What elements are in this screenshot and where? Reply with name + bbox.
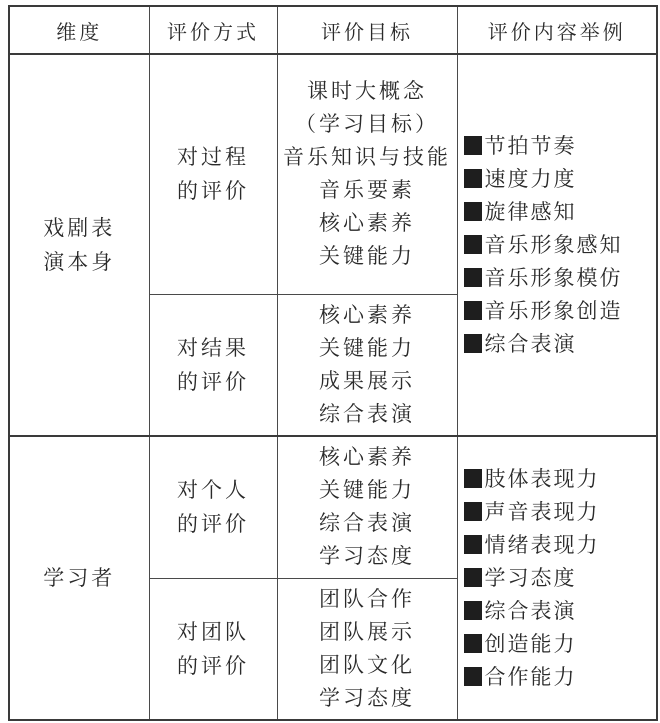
square-bullet-icon <box>464 535 482 554</box>
goal-item: 综合表演 <box>319 511 415 536</box>
goal-item: 学习态度 <box>319 685 415 710</box>
square-bullet-icon <box>464 136 482 155</box>
example-text: 合作能力 <box>484 664 577 689</box>
method-line: 对过程 <box>177 145 249 170</box>
square-bullet-icon <box>464 169 482 188</box>
goal-cell <box>277 436 457 578</box>
square-bullet-icon <box>464 502 482 521</box>
example-text: 情绪表现力 <box>484 532 600 557</box>
method-line: 的评价 <box>177 512 249 537</box>
example-text: 综合表演 <box>484 598 577 623</box>
square-bullet-icon <box>464 634 482 653</box>
header-examples: 评价内容举例 <box>457 6 657 54</box>
square-bullet-icon <box>464 568 482 587</box>
example-item <box>464 661 657 694</box>
example-text: 音乐形象感知 <box>484 232 623 257</box>
goal-item: 课时大概念 <box>307 79 427 104</box>
goal-item: 核心素养 <box>319 211 415 236</box>
goal-item: 团队展示 <box>319 619 415 644</box>
goal-item: （学习目标） <box>295 112 439 137</box>
goal-item: 关键能力 <box>319 244 415 269</box>
example-text: 音乐形象创造 <box>484 298 623 323</box>
example-text: 旋律感知 <box>484 199 577 224</box>
example-item <box>464 196 657 229</box>
example-item <box>464 262 657 295</box>
method-cell <box>149 436 277 578</box>
evaluation-table <box>8 5 658 721</box>
example-item <box>464 496 657 529</box>
table-row <box>9 436 657 578</box>
square-bullet-icon <box>464 469 482 488</box>
method-line: 对结果 <box>177 335 249 360</box>
example-item <box>464 529 657 562</box>
goal-item: 成果展示 <box>319 368 415 393</box>
example-text: 学习态度 <box>484 565 577 590</box>
goal-item: 音乐要素 <box>319 178 415 203</box>
method-line: 的评价 <box>177 179 249 204</box>
dimension-cell <box>9 54 149 436</box>
table-header <box>9 6 657 54</box>
goal-cell <box>277 578 457 720</box>
goal-item: 学习态度 <box>319 544 415 569</box>
goal-item: 关键能力 <box>319 335 415 360</box>
goal-cell <box>277 54 457 294</box>
goal-item: 团队文化 <box>319 652 415 677</box>
goal-cell <box>277 294 457 436</box>
table-row <box>9 54 657 294</box>
square-bullet-icon <box>464 667 482 686</box>
header-dimension: 维度 <box>9 6 149 54</box>
example-text: 速度力度 <box>484 166 577 191</box>
method-line: 的评价 <box>177 653 249 678</box>
square-bullet-icon <box>464 301 482 320</box>
goal-item: 核心素养 <box>319 302 415 327</box>
method-line: 的评价 <box>177 369 249 394</box>
method-line: 对团队 <box>177 619 249 644</box>
method-line: 对个人 <box>177 478 249 503</box>
square-bullet-icon <box>464 268 482 287</box>
square-bullet-icon <box>464 202 482 221</box>
example-item <box>464 562 657 595</box>
example-text: 肢体表现力 <box>484 466 600 491</box>
header-method: 评价方式 <box>149 6 277 54</box>
dimension-cell <box>9 436 149 720</box>
example-text: 声音表现力 <box>484 499 600 524</box>
example-text: 综合表演 <box>484 331 577 356</box>
dimension-line: 戏剧表 <box>43 216 116 240</box>
example-item <box>464 595 657 628</box>
example-item <box>464 628 657 661</box>
example-item <box>464 463 657 496</box>
square-bullet-icon <box>464 334 482 353</box>
square-bullet-icon <box>464 601 482 620</box>
examples-cell <box>457 436 657 720</box>
dimension-line: 学习者 <box>43 566 116 590</box>
example-item <box>464 130 657 163</box>
square-bullet-icon <box>464 235 482 254</box>
goal-item: 关键能力 <box>319 478 415 503</box>
goal-item: 团队合作 <box>319 586 415 611</box>
method-cell <box>149 54 277 294</box>
example-item <box>464 163 657 196</box>
dimension-line: 演本身 <box>43 250 116 274</box>
method-cell <box>149 294 277 436</box>
header-goal: 评价目标 <box>277 6 457 54</box>
example-item <box>464 328 657 361</box>
goal-item: 核心素养 <box>319 445 415 470</box>
example-item <box>464 295 657 328</box>
example-item <box>464 229 657 262</box>
example-text: 音乐形象模仿 <box>484 265 623 290</box>
header-row <box>9 6 657 54</box>
goal-item: 音乐知识与技能 <box>283 145 451 170</box>
method-cell <box>149 578 277 720</box>
examples-cell <box>457 54 657 436</box>
goal-item: 综合表演 <box>319 401 415 426</box>
example-text: 节拍节奏 <box>484 133 577 158</box>
example-text: 创造能力 <box>484 631 577 656</box>
